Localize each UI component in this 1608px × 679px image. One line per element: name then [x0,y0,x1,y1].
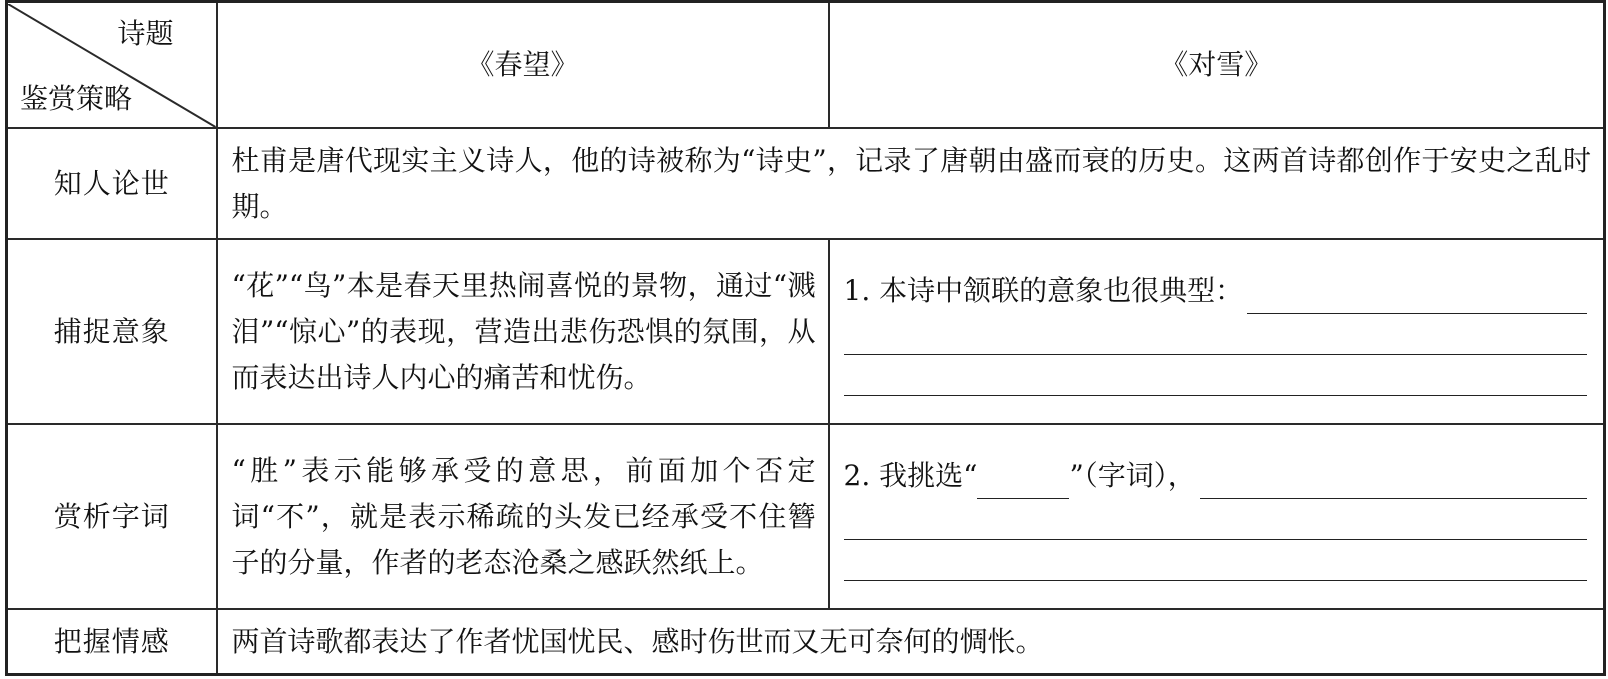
strategy-label-yixiang: 捕捉意象 [7,239,217,424]
answer-line[interactable] [844,314,1588,355]
yixiang-prompt: 1. 本诗中颔联的意象也很典型： [843,273,1244,307]
zici-prompt-b: ”（字词）， [1069,458,1196,492]
row-shangxi-zici [7,424,1605,609]
row-bawo-qinggan [7,609,1605,674]
zici-prompt-a: 2. 我挑选“ [843,458,978,492]
strategy-label-zici: 赏析字词 [7,424,217,609]
appreciation-table-sheet [5,0,1603,676]
row-buzhuo-yixiang [7,239,1605,424]
zici-prompt-line [844,453,1588,499]
corner-label-strategy: 鉴赏策略 [20,81,133,115]
qinggan-text: 两首诗歌都表达了作者忧国忧民、感时伤世而又无可奈何的惆怅。 [217,609,1605,674]
yixiang-prompt-line [844,268,1588,314]
answer-line[interactable] [844,540,1588,581]
yixiang-poem2-answer [829,239,1605,424]
answer-line[interactable] [844,355,1588,396]
header-row [7,2,1605,129]
row-zhiren-lunshi [7,128,1605,239]
strategy-label-qinggan: 把握情感 [7,609,217,674]
yixiang-poem1-text: “花”“鸟”本是春天里热闹喜悦的景物，通过“溅泪”“惊心”的表现，营造出悲伤恐惧的氛围，从而表达出诗人内心的痛苦和忧伤。 [217,239,829,424]
corner-cell [7,2,217,129]
strategy-label-zhiren: 知人论世 [7,128,217,239]
poetry-appreciation-table [5,0,1606,676]
zici-poem1-text: “胜”表示能够承受的意思，前面加个否定词“不”，就是表示稀疏的头发已经承受不住簪子的分量，作者的老态沧桑之感跃然纸上。 [217,424,829,609]
answer-line[interactable] [844,499,1588,540]
answer-blank[interactable] [1200,464,1587,499]
word-blank[interactable] [977,464,1069,499]
corner-label-poem-title: 诗题 [117,16,174,50]
poem2-title: 《对雪》 [829,2,1605,129]
zici-poem2-answer [829,424,1605,609]
answer-blank[interactable] [1247,279,1587,314]
poem1-title: 《春望》 [217,2,829,129]
zhiren-text: 杜甫是唐代现实主义诗人，他的诗被称为“诗史”，记录了唐朝由盛而衰的历史。这两首诗都创作于安史之乱时期。 [217,128,1605,239]
